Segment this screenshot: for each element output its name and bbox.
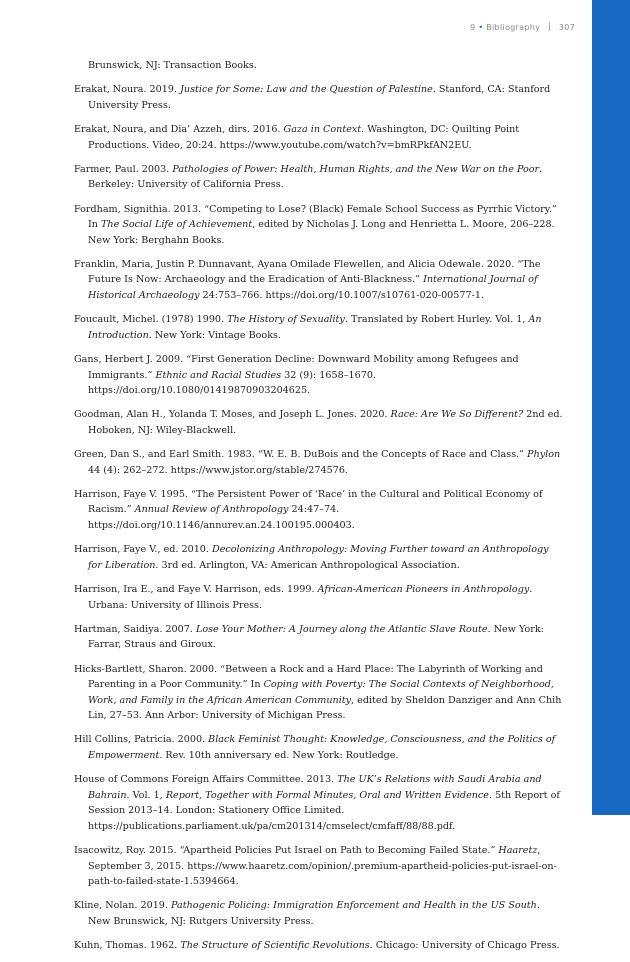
bibliography-entry	[74, 542, 564, 573]
bibliography-entry	[74, 447, 564, 478]
bibliography-entry	[74, 772, 564, 834]
bibliography-entry	[74, 58, 564, 74]
section-title: Bibliography	[486, 23, 541, 32]
entry-text: Harrison, Faye V., ed. 2010.	[74, 544, 213, 556]
entry-text: 24:753–766. https://doi.org/10.1007/s10761-020-00577-1.	[199, 289, 484, 301]
entry-text: Harrison, Ira E., and Faye V. Harrison, eds. 1999.	[74, 584, 318, 596]
entry-title-italic: The History of Sexuality	[227, 314, 345, 326]
entry-text: . Vol. 1,	[126, 789, 166, 801]
entry-text: , September 3, 2015. https://www.haaretz.com/opinion/.premium-apartheid-policies-put-israel-on-path-to-failed-state-1.5394664.	[88, 845, 557, 888]
bibliography-list	[74, 58, 564, 962]
entry-text: . 5th Report of Session 2013–14. London: Stationery Office Limited. https://publications.parliament.uk/pa/cm201314/cmselect/cmfaff/88/88.pdf.	[88, 789, 560, 832]
side-color-bar	[592, 0, 630, 815]
running-header	[300, 22, 575, 32]
entry-title-italic: Annual Review of Anthropology	[134, 504, 289, 516]
entry-text: . Translated by Robert Hurley. Vol. 1,	[344, 314, 529, 326]
entry-title-italic: Justice for Some: Law and the Question of Palestine	[180, 84, 433, 96]
bibliography-entry	[74, 82, 564, 113]
entry-title-italic: Coping with Poverty: The Social Contexts of Neighborhood, Work, and Family in the African American Community	[88, 679, 554, 706]
bibliography-entry	[74, 122, 564, 153]
entry-text: Hartman, Saidiya. 2007.	[74, 623, 196, 635]
entry-title-italic: The Structure of Scientific Revolutions	[180, 940, 370, 952]
entry-text: Isacowitz, Roy. 2015. “Apartheid Policies Put Israel on Path to Becoming Failed State.”	[74, 845, 499, 857]
entry-text: . Chicago: University of Chicago Press.	[369, 940, 560, 952]
entry-title-italic: International Journal of Historical Archaeology	[88, 274, 538, 301]
bibliography-entry	[74, 257, 564, 304]
bibliography-entry	[74, 732, 564, 763]
bullet-separator: •	[478, 23, 484, 32]
bibliography-entry	[74, 407, 564, 438]
entry-title-italic: Phylon	[527, 449, 561, 461]
bibliography-entry	[74, 312, 564, 343]
entry-text: Franklin, Maria, Justin P. Dunnavant, Ayana Omilade Flewellen, and Alicia Odewale. 2020. “The Future Is Now: Archaeology and the Eradication of Anti-Blackness.”	[74, 258, 541, 286]
bibliography-entry	[74, 622, 564, 653]
entry-title-italic: Race: Are We So Different?	[390, 409, 524, 421]
entry-text: Fordham, Signithia. 2013. “Competing to Lose? (Black) Female School Success as Pyrrhic Victory.” In	[74, 203, 557, 231]
entry-text: . Rev. 10th anniversary ed. New York: Routledge.	[159, 749, 399, 761]
entry-title-italic: Report, Together with Formal Minutes, Oral and Written Evidence	[165, 789, 489, 801]
entry-title-italic: Ethnic and Racial Studies	[155, 369, 282, 381]
entry-title-italic: Gaza in Context	[283, 124, 362, 136]
entry-text: Erakat, Noura, and Dia’ Azzeh, dirs. 2016.	[74, 124, 284, 136]
page-number: 307	[558, 23, 575, 32]
bibliography-entry	[74, 202, 564, 249]
bibliography-entry	[74, 938, 564, 954]
entry-text: . Stanford, CA: Stanford University Press.	[88, 84, 551, 111]
entry-text: . New York: Vintage Books.	[148, 329, 281, 341]
entry-text: Foucault, Michel. (1978) 1990.	[74, 314, 228, 326]
entry-text: Kline, Nolan. 2019.	[74, 900, 172, 912]
entry-text: 24:47–74. https://doi.org/10.1146/annurev.an.24.100195.000403.	[88, 504, 355, 531]
entry-text: Farmer, Paul. 2003.	[74, 163, 173, 175]
entry-title-italic: Pathologies of Power: Health, Human Rights, and the New War on the Poor	[172, 163, 540, 175]
entry-text: , edited by Nicholas J. Long and Henrietta L. Moore, 206–228. New York: Berghahn Books.	[88, 219, 555, 246]
entry-text: House of Commons Foreign Affairs Committee. 2013.	[74, 774, 338, 786]
entry-text: . Berkeley: University of California Press.	[88, 163, 543, 191]
entry-title-italic: Black Feminist Thought: Knowledge, Consciousness, and the Politics of Empowerment	[88, 734, 556, 761]
bibliography-entry	[74, 352, 564, 399]
entry-text: , edited by Sheldon Danziger and Ann Chih Lin, 27–53. Ann Arbor: University of Michigan Press.	[88, 694, 562, 722]
entry-text: 2nd ed. Hoboken, NJ: Wiley-Blackwell.	[88, 409, 563, 436]
entry-title-italic: Lose Your Mother: A Journey along the Atlantic Slave Route	[195, 623, 488, 635]
bibliography-entry	[74, 582, 564, 613]
entry-text: Brunswick, NJ: Transaction Books.	[88, 60, 257, 71]
entry-text: Erakat, Noura. 2019.	[74, 84, 181, 96]
entry-title-italic: Pathogenic Policing: Immigration Enforcement and Health in the US South	[171, 900, 537, 912]
entry-text: Kuhn, Thomas. 1962.	[74, 940, 181, 952]
bibliography-entry	[74, 487, 564, 534]
entry-text: Hicks-Bartlett, Sharon. 2000. “Between a Rock and a Hard Place: The Labyrinth of Working and Parenting in a Poor Community.” In	[74, 663, 543, 691]
entry-title-italic: The Social Life of Achievement	[101, 219, 253, 231]
entry-text: Green, Dan S., and Earl Smith. 1983. “W. E. B. DuBois and the Concepts of Race and Class.”	[74, 449, 528, 461]
bibliography-entry	[74, 843, 564, 890]
entry-text: Gans, Herbert J. 2009. “First Generation Decline: Downward Mobility among Refugees and Immigrants.”	[74, 354, 519, 381]
entry-text: 32 (9): 1658–1670. https://doi.org/10.1080/01419870903204625.	[88, 369, 376, 397]
entry-text: . 3rd ed. Arlington, VA: American Anthropological Association.	[155, 559, 460, 571]
entry-text: 44 (4): 262–272. https://www.jstor.org/stable/274576.	[88, 464, 348, 476]
entry-text: . New Brunswick, NJ: Rutgers University Press.	[88, 900, 540, 927]
entry-text: . New York: Farrar, Straus and Giroux.	[88, 623, 544, 651]
bibliography-entry	[74, 662, 564, 724]
entry-text: Harrison, Faye V. 1995. “The Persistent Power of ‘Race’ in the Cultural and Political Economy of Racism.”	[74, 488, 543, 516]
entry-title-italic: An Introduction	[88, 314, 542, 341]
bibliography-entry	[74, 898, 564, 929]
entry-title-italic: Haaretz	[498, 845, 538, 857]
entry-title-italic: The UK’s Relations with Saudi Arabia and Bahrain	[88, 774, 542, 801]
entry-text: . Washington, DC: Quilting Point Productions. Video, 20:24. https://www.youtube.com/watch?v=bmRPkfAN2EU.	[88, 124, 520, 151]
entry-text: . Urbana: University of Illinois Press.	[88, 584, 533, 611]
chapter-number: 9	[470, 23, 476, 32]
entry-title-italic: African-American Pioneers in Anthropology	[317, 584, 530, 596]
bibliography-entry	[74, 162, 564, 193]
entry-text: Goodman, Alan H., Yolanda T. Moses, and Joseph L. Jones. 2020.	[74, 409, 391, 421]
entry-text: Hill Collins, Patricia. 2000.	[74, 734, 209, 746]
divider	[549, 22, 550, 31]
entry-title-italic: Decolonizing Anthropology: Moving Further toward an Anthropology for Liberation	[88, 544, 549, 571]
